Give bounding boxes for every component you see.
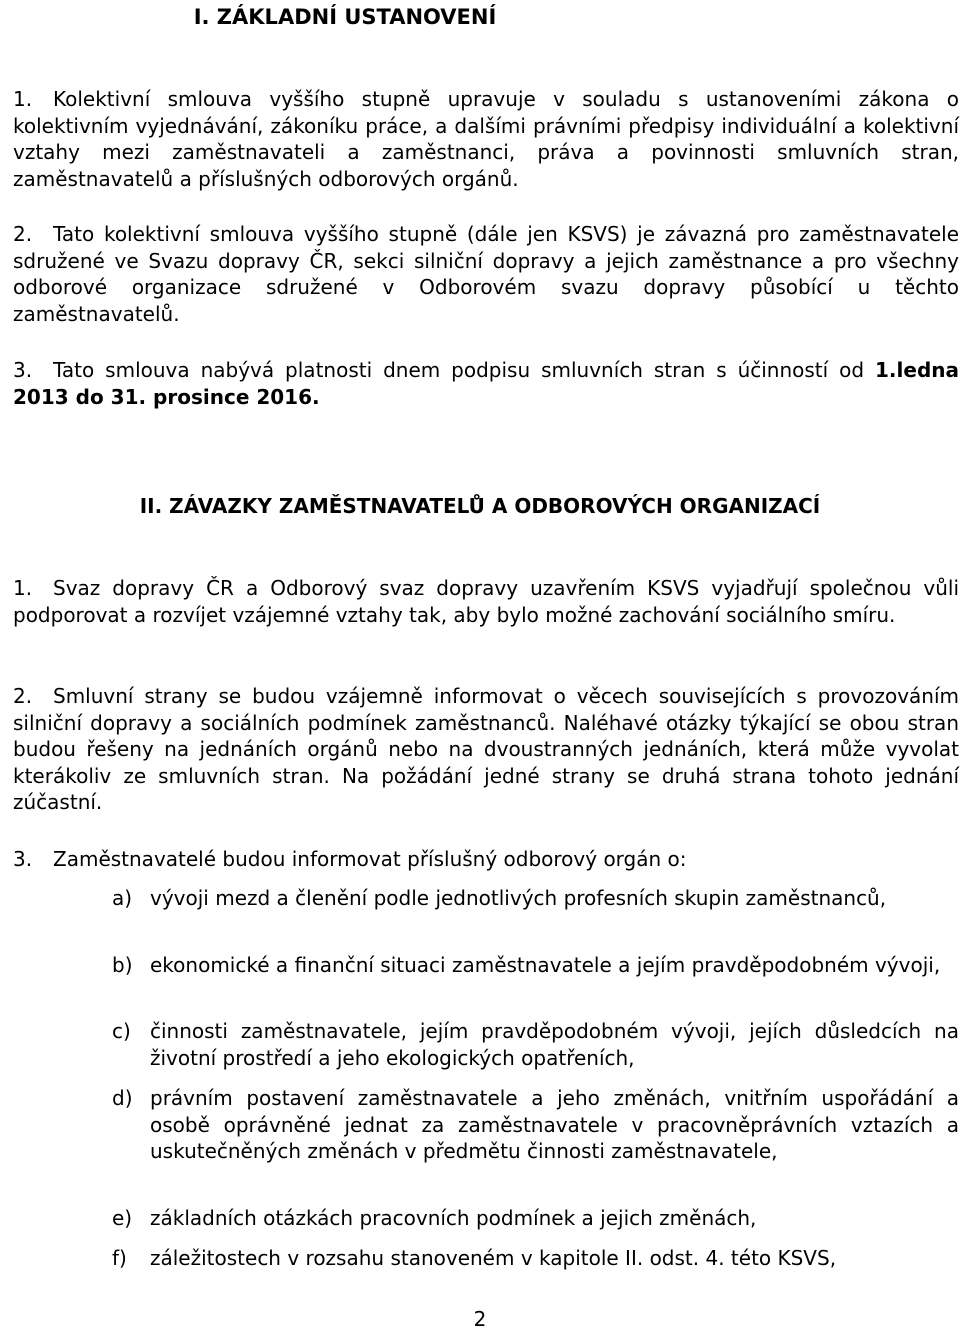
list-item-text: ekonomické a finanční situaci zaměstnavatele a jejím pravděpodobném vývoji,: [150, 953, 941, 977]
paragraph-text: Zaměstnavatelé budou informovat příslušný odborový orgán o:: [53, 847, 687, 871]
paragraph: [13, 86, 959, 192]
paragraph-text: Tato kolektivní smlouva vyššího stupně (dále jen KSVS) je závazná pro zaměstnavatele sdružené ve Svazu dopravy ČR, sekci silniční dopravy a jejich zaměstnance a pro všechny odborové organizace sdružené v Odborovém svazu dopravy působící u těchto zaměstnavatelů.: [13, 222, 959, 326]
paragraph-text: Smluvní strany se budou vzájemně informovat o věcech souvisejících s provozováním silniční dopravy a sociálních podmínek zaměstnanců. Naléhavé otázky týkající se obou stran budou řešeny na jednáních orgánů nebo na dvoustranných jednáních, která může vyvolat kterákoliv ze smluvních stran. Na požádání jedné strany se druhá strana tohoto jednání zúčastní.: [13, 684, 959, 814]
list-item-letter: c): [112, 1019, 131, 1043]
paragraph: [13, 683, 959, 816]
list-item-letter: a): [112, 886, 133, 910]
list-item-letter: e): [112, 1206, 133, 1230]
section-heading: I. ZÁKLADNÍ USTANOVENÍ: [193, 5, 497, 29]
list-item: [112, 1085, 959, 1165]
paragraph-number: 3.: [13, 358, 33, 382]
list-item-letter: b): [112, 953, 133, 977]
list-item-text: činnosti zaměstnavatele, jejím pravděpodobném vývoji, jejích důsledcích na životní prostředí a jeho ekologických opatřeních,: [150, 1019, 959, 1070]
list-item-text: základních otázkách pracovních podmínek a jejich změnách,: [150, 1206, 757, 1230]
page-number: 2: [473, 1307, 487, 1331]
list-item-letter: f): [112, 1246, 127, 1270]
paragraph-text: Svaz dopravy ČR a Odborový svaz dopravy uzavřením KSVS vyjadřují společnou vůli podporovat a rozvíjet vzájemné vztahy tak, aby bylo možné zachování sociálního smíru.: [13, 576, 959, 627]
paragraph-text: Tato smlouva nabývá platnosti dnem podpisu smluvních stran s účinností od: [53, 358, 876, 382]
list-item: [112, 885, 959, 912]
paragraph-number: 3.: [13, 847, 33, 871]
list-item: [112, 1018, 959, 1071]
paragraph-number: 2.: [13, 222, 33, 246]
list-item: [112, 952, 959, 979]
paragraph-number: 1.: [13, 87, 33, 111]
paragraph-number: 2.: [13, 684, 33, 708]
list-item-text: vývoji mezd a členění podle jednotlivých profesních skupin zaměstnanců,: [150, 886, 887, 910]
list-item-text: právním postavení zaměstnavatele a jeho změnách, vnitřním uspořádání a osobě oprávněné jednat za zaměstnavatele v pracovněprávních vztazích a uskutečněných změnách v předmětu činnosti zaměstnavatele,: [150, 1086, 959, 1163]
paragraph: [13, 575, 959, 628]
section-heading: II. ZÁVAZKY ZAMĚSTNAVATELŮ A ODBOROVÝCH ORGANIZACÍ: [139, 494, 821, 518]
list-item-letter: d): [112, 1086, 133, 1110]
paragraph: [13, 846, 959, 873]
paragraph-number: 1.: [13, 576, 33, 600]
list-item: [112, 1205, 959, 1232]
paragraph-text: Kolektivní smlouva vyššího stupně upravuje v souladu s ustanoveními zákona o kolektivním vyjednávání, zákoníku práce, a dalšími právními předpisy individuální a kolektivní vztahy mezi zaměstnavateli a zaměstnanci, práva a povinnosti smluvních stran, zaměstnavatelů a příslušných odborových orgánů.: [13, 87, 959, 191]
list-item: [112, 1245, 959, 1272]
paragraph: [13, 221, 959, 327]
list-item-text: záležitostech v rozsahu stanoveném v kapitole II. odst. 4. této KSVS,: [150, 1246, 837, 1270]
paragraph: [13, 357, 959, 410]
effective-dates: 1.ledna 2013 do 31. prosince 2016.: [13, 358, 959, 409]
